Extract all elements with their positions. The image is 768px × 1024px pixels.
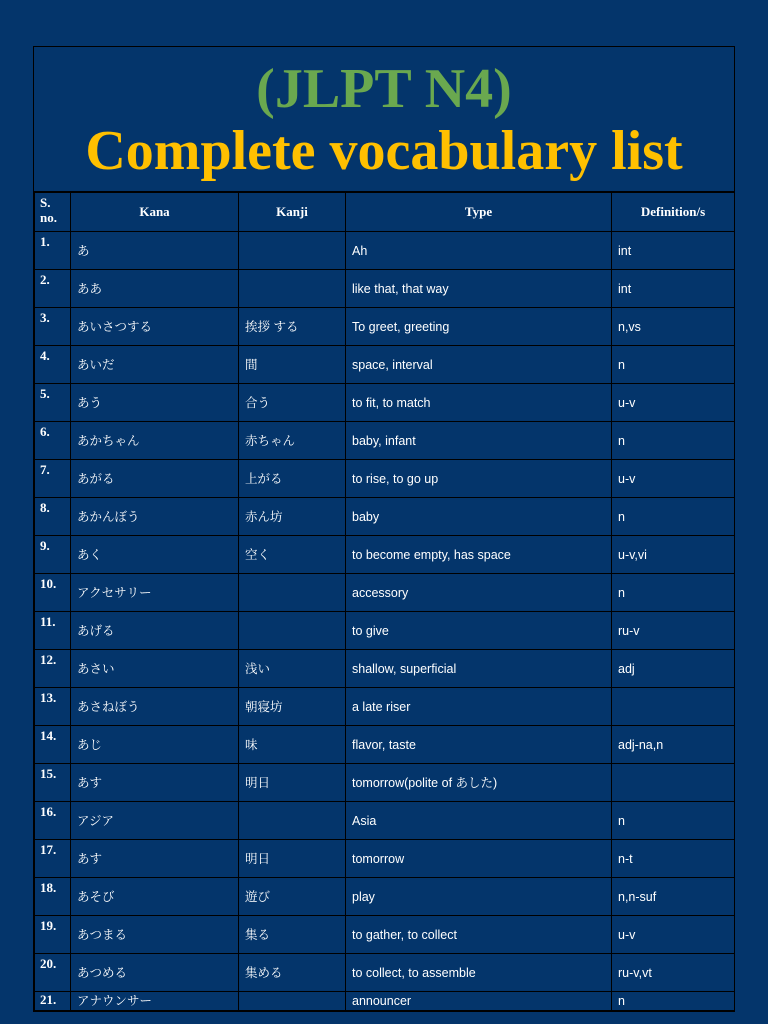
definition-cell-text: u-v [618, 927, 636, 942]
row-number [35, 650, 71, 688]
kana-cell-text: あげる [77, 623, 115, 638]
row-number [35, 954, 71, 992]
row-number-text: 7. [40, 462, 50, 477]
type-cell-text: to gather, to collect [352, 927, 457, 942]
kanji-cell-text: 合う [245, 395, 271, 410]
type-cell-text: tomorrow [352, 851, 405, 866]
type-cell [346, 650, 612, 688]
type-cell-text: to fit, to match [352, 395, 431, 410]
type-cell-text: accessory [352, 585, 409, 600]
kana-cell [71, 422, 239, 460]
table-row [35, 422, 735, 460]
type-cell [346, 384, 612, 422]
type-cell [346, 878, 612, 916]
row-number-text: 6. [40, 424, 50, 439]
type-cell-text: Asia [352, 813, 377, 828]
type-cell [346, 916, 612, 954]
kana-cell-text: アジア [77, 813, 115, 828]
definition-cell-text: u-v,vi [618, 547, 647, 562]
definition-cell [612, 498, 735, 536]
row-number [35, 232, 71, 270]
table-row [35, 536, 735, 574]
kana-cell [71, 498, 239, 536]
kanji-cell [239, 536, 346, 574]
kanji-cell-text: 朝寝坊 [245, 699, 283, 714]
row-number-text: 3. [40, 310, 50, 325]
kana-cell [71, 232, 239, 270]
kana-cell [71, 650, 239, 688]
definition-cell [612, 726, 735, 764]
definition-cell-text: n [618, 357, 625, 372]
row-number [35, 574, 71, 612]
type-cell [346, 536, 612, 574]
kanji-cell [239, 992, 346, 1011]
vocabulary-table [34, 192, 735, 1011]
header-kanji: Kanji [239, 193, 346, 232]
table-row [35, 308, 735, 346]
type-cell [346, 422, 612, 460]
kanji-cell-text: 遊び [245, 889, 271, 904]
table-row [35, 346, 735, 384]
row-number-text: 8. [40, 500, 50, 515]
definition-cell [612, 232, 735, 270]
kana-cell [71, 840, 239, 878]
kanji-cell-text: 明日 [245, 775, 271, 790]
row-number-text: 1. [40, 234, 50, 249]
kanji-cell [239, 916, 346, 954]
row-number-text: 15. [40, 766, 57, 781]
kanji-cell [239, 878, 346, 916]
row-number [35, 384, 71, 422]
type-cell-text: announcer [352, 994, 412, 1008]
kanji-cell [239, 270, 346, 308]
table-row [35, 384, 735, 422]
type-cell-text: shallow, superficial [352, 661, 457, 676]
kanji-cell [239, 802, 346, 840]
title-level: (JLPT N4) [256, 58, 512, 120]
kana-cell-text: アナウンサー [77, 994, 153, 1008]
definition-cell [612, 840, 735, 878]
kana-cell [71, 992, 239, 1011]
kana-cell-text: あう [77, 395, 103, 410]
kana-cell [71, 612, 239, 650]
definition-cell [612, 878, 735, 916]
row-number-text: 14. [40, 728, 57, 743]
type-cell [346, 498, 612, 536]
header-kana: Kana [71, 193, 239, 232]
row-number [35, 764, 71, 802]
type-cell-text: play [352, 889, 375, 904]
type-cell [346, 726, 612, 764]
kana-cell [71, 802, 239, 840]
row-number-text: 18. [40, 880, 57, 895]
definition-cell-text: n [618, 433, 625, 448]
kanji-cell-text: 赤ちゃん [245, 433, 296, 448]
kana-cell-text: ああ [77, 281, 103, 296]
table-row [35, 612, 735, 650]
kana-cell [71, 384, 239, 422]
type-cell-text: space, interval [352, 357, 433, 372]
kanji-cell [239, 460, 346, 498]
type-cell [346, 688, 612, 726]
kanji-cell-text: 上がる [245, 471, 283, 486]
row-number-text: 10. [40, 576, 57, 591]
table-row [35, 574, 735, 612]
row-number [35, 536, 71, 574]
definition-cell [612, 802, 735, 840]
row-number [35, 840, 71, 878]
table-row [35, 992, 735, 1011]
table-row [35, 916, 735, 954]
kana-cell-text: あかんぼう [77, 509, 140, 524]
type-cell-text: baby, infant [352, 433, 416, 448]
type-cell [346, 574, 612, 612]
row-number [35, 612, 71, 650]
definition-cell [612, 650, 735, 688]
definition-cell-text: adj-na,n [618, 737, 664, 752]
row-number-text: 20. [40, 956, 57, 971]
row-number-text: 21. [40, 992, 57, 1007]
kanji-cell-text: 間 [245, 357, 258, 372]
kanji-cell [239, 232, 346, 270]
definition-cell [612, 612, 735, 650]
kanji-cell-text: 味 [245, 737, 258, 752]
row-number-text: 4. [40, 348, 50, 363]
kana-cell [71, 460, 239, 498]
definition-cell-text: ru-v [618, 623, 640, 638]
kana-cell-text: あく [77, 547, 103, 562]
row-number [35, 992, 71, 1011]
type-cell [346, 992, 612, 1011]
kana-cell-text: あつまる [77, 927, 128, 942]
type-cell-text: baby [352, 509, 380, 524]
definition-cell-text: n [618, 994, 625, 1008]
kanji-cell-text: 赤ん坊 [245, 509, 283, 524]
kana-cell [71, 878, 239, 916]
table-row [35, 232, 735, 270]
row-number [35, 688, 71, 726]
type-cell [346, 232, 612, 270]
type-cell-text: to become empty, has space [352, 547, 511, 562]
definition-cell [612, 308, 735, 346]
header-type: Type [346, 193, 612, 232]
kanji-cell [239, 650, 346, 688]
definition-cell-text: n,n-suf [618, 889, 657, 904]
kanji-cell [239, 612, 346, 650]
table-row [35, 954, 735, 992]
title-block [34, 47, 734, 192]
type-cell-text: to give [352, 623, 389, 638]
type-cell [346, 840, 612, 878]
kanji-cell [239, 688, 346, 726]
type-cell-text: To greet, greeting [352, 319, 450, 334]
kanji-cell [239, 954, 346, 992]
definition-cell [612, 346, 735, 384]
definition-cell [612, 536, 735, 574]
kanji-cell [239, 840, 346, 878]
row-number [35, 498, 71, 536]
definition-cell [612, 992, 735, 1011]
kana-cell [71, 574, 239, 612]
kana-cell [71, 308, 239, 346]
type-cell-text: tomorrow(polite of あした) [352, 775, 498, 790]
type-cell-text: flavor, taste [352, 737, 416, 752]
type-cell-text: to rise, to go up [352, 471, 439, 486]
type-cell [346, 460, 612, 498]
definition-cell [612, 422, 735, 460]
definition-cell-text: n [618, 509, 625, 524]
title-main: Complete vocabulary list [85, 120, 683, 182]
row-number-text: 19. [40, 918, 57, 933]
kana-cell-text: あさねぼう [77, 699, 140, 714]
kanji-cell-text: 空く [245, 547, 271, 562]
definition-cell-text: u-v [618, 471, 636, 486]
row-number [35, 460, 71, 498]
definition-cell [612, 764, 735, 802]
type-cell-text: like that, that way [352, 281, 449, 296]
row-number [35, 916, 71, 954]
definition-cell-text: int [618, 243, 632, 258]
definition-cell-text: n,vs [618, 319, 641, 334]
kanji-cell-text: 明日 [245, 851, 271, 866]
type-cell [346, 764, 612, 802]
table-row [35, 650, 735, 688]
table-row [35, 878, 735, 916]
kana-cell [71, 688, 239, 726]
row-number [35, 308, 71, 346]
kanji-cell-text: 浅い [245, 661, 271, 676]
kana-cell [71, 726, 239, 764]
kana-cell-text: あつめる [77, 965, 128, 980]
row-number-text: 2. [40, 272, 50, 287]
row-number-text: 16. [40, 804, 57, 819]
definition-cell [612, 460, 735, 498]
definition-cell-text: n [618, 813, 625, 828]
definition-cell [612, 916, 735, 954]
kana-cell [71, 346, 239, 384]
definition-cell [612, 954, 735, 992]
kanji-cell-text: 集める [245, 965, 283, 980]
table-row [35, 840, 735, 878]
definition-cell [612, 574, 735, 612]
row-number [35, 270, 71, 308]
definition-cell-text: n [618, 585, 625, 600]
kanji-cell [239, 574, 346, 612]
table-row [35, 726, 735, 764]
kanji-cell [239, 422, 346, 460]
kana-cell-text: あがる [77, 471, 115, 486]
definition-cell-text: u-v [618, 395, 636, 410]
type-cell [346, 346, 612, 384]
kanji-cell [239, 498, 346, 536]
kanji-cell [239, 764, 346, 802]
kana-cell-text: あそび [77, 889, 115, 904]
vocabulary-sheet [33, 46, 735, 1012]
row-number [35, 878, 71, 916]
kana-cell [71, 270, 239, 308]
row-number [35, 802, 71, 840]
kana-cell-text: あす [77, 775, 103, 790]
header-row [35, 193, 735, 232]
kana-cell-text: アクセサリー [77, 585, 152, 600]
row-number [35, 346, 71, 384]
kana-cell-text: あいさつする [77, 319, 153, 334]
kana-cell-text: あかちゃん [77, 433, 140, 448]
type-cell [346, 954, 612, 992]
kana-cell [71, 764, 239, 802]
row-number [35, 726, 71, 764]
kanji-cell [239, 384, 346, 422]
kana-cell-text: あさい [77, 661, 115, 676]
type-cell [346, 308, 612, 346]
kana-cell [71, 954, 239, 992]
kanji-cell [239, 726, 346, 764]
kana-cell [71, 536, 239, 574]
table-row [35, 764, 735, 802]
row-number-text: 17. [40, 842, 57, 857]
row-number-text: 12. [40, 652, 57, 667]
row-number-text: 9. [40, 538, 50, 553]
kana-cell [71, 916, 239, 954]
row-number-text: 5. [40, 386, 50, 401]
table-row [35, 802, 735, 840]
kana-cell-text: あ [77, 243, 90, 258]
definition-cell [612, 270, 735, 308]
kanji-cell-text: 集る [245, 927, 271, 942]
kana-cell-text: あいだ [77, 357, 115, 372]
definition-cell-text: n-t [618, 851, 633, 866]
type-cell-text: Ah [352, 243, 368, 258]
kanji-cell-text: 挨拶 する [245, 319, 299, 334]
row-number [35, 422, 71, 460]
definition-cell-text: int [618, 281, 632, 296]
header-sno: S. no. [35, 193, 71, 232]
type-cell-text: a late riser [352, 699, 411, 714]
definition-cell-text: adj [618, 661, 635, 676]
type-cell-text: to collect, to assemble [352, 965, 476, 980]
table-row [35, 460, 735, 498]
table-row [35, 688, 735, 726]
kana-cell-text: あじ [77, 737, 103, 752]
definition-cell [612, 384, 735, 422]
row-number-text: 11. [40, 614, 56, 629]
kanji-cell [239, 346, 346, 384]
table-row [35, 270, 735, 308]
type-cell [346, 802, 612, 840]
header-definition: Definition/s [612, 193, 735, 232]
type-cell [346, 270, 612, 308]
row-number-text: 13. [40, 690, 57, 705]
definition-cell [612, 688, 735, 726]
table-row [35, 498, 735, 536]
definition-cell-text: ru-v,vt [618, 965, 652, 980]
type-cell [346, 612, 612, 650]
kana-cell-text: あす [77, 851, 103, 866]
kanji-cell [239, 308, 346, 346]
